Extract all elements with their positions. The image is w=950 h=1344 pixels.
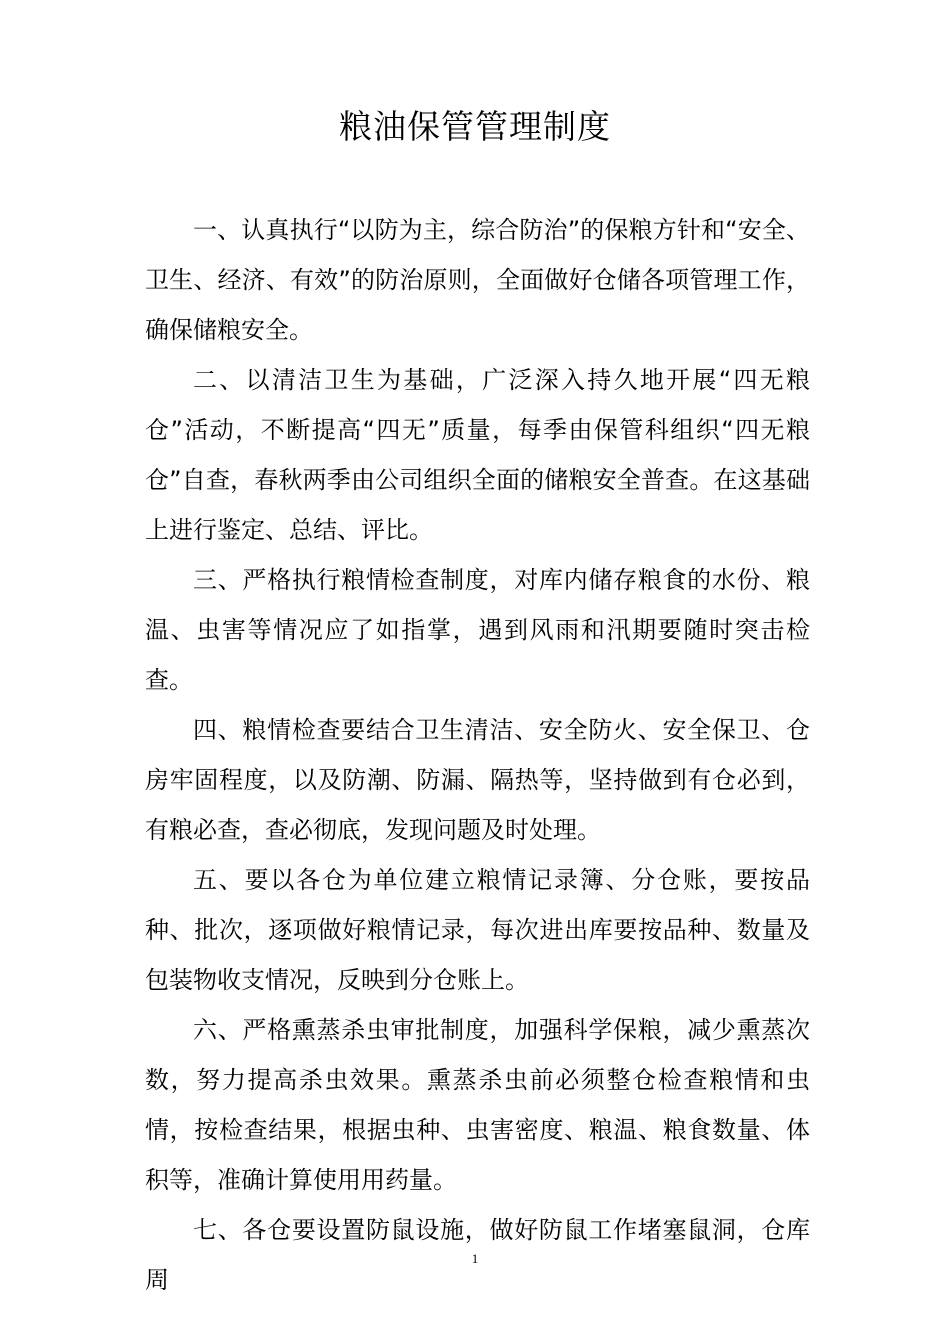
paragraph-7: 七、各仓要设置防鼠设施，做好防鼠工作堵塞鼠洞，仓库周 (145, 1216, 810, 1294)
document-title: 粮油保管管理制度 (339, 107, 611, 146)
paragraph-2: 二、以清洁卫生为基础，广泛深入持久地开展“四无粮仓”活动，不断提高“四无”质量，每季由保管科组织“四无粮仓”自查，春秋两季由公司组织全面的储粮安全普查。在这基础上进行鉴定、总结、评比。 (145, 366, 810, 544)
paragraph-5: 五、要以各仓为单位建立粮情记录簿、分仓账，要按品种、批次，逐项做好粮情记录，每次进出库要按品种、数量及包装物收支情况，反映到分仓账上。 (145, 866, 810, 994)
document-body (145, 205, 810, 1305)
paragraph-3: 三、严格执行粮情检查制度，对库内储存粮食的水份、粮温、虫害等情况应了如指掌，遇到风雨和汛期要随时突击检查。 (145, 566, 810, 694)
paragraph-1: 一、认真执行“以防为主，综合防治”的保粮方针和“安全、卫生、经济、有效”的防治原则，全面做好仓储各项管理工作，确保储粮安全。 (145, 216, 810, 344)
page-number: 1 (471, 1251, 479, 1266)
paragraph-6: 六、严格熏蒸杀虫审批制度，加强科学保粮，减少熏蒸次数，努力提高杀虫效果。熏蒸杀虫前必须整仓检查粮情和虫情，按检查结果，根据虫种、虫害密度、粮温、粮食数量、体积等，准确计算使用用药量。 (145, 1016, 810, 1194)
paragraph-4: 四、粮情检查要结合卫生清洁、安全防火、安全保卫、仓房牢固程度，以及防潮、防漏、隔热等，坚持做到有仓必到，有粮必查，查必彻底，发现问题及时处理。 (145, 716, 810, 844)
